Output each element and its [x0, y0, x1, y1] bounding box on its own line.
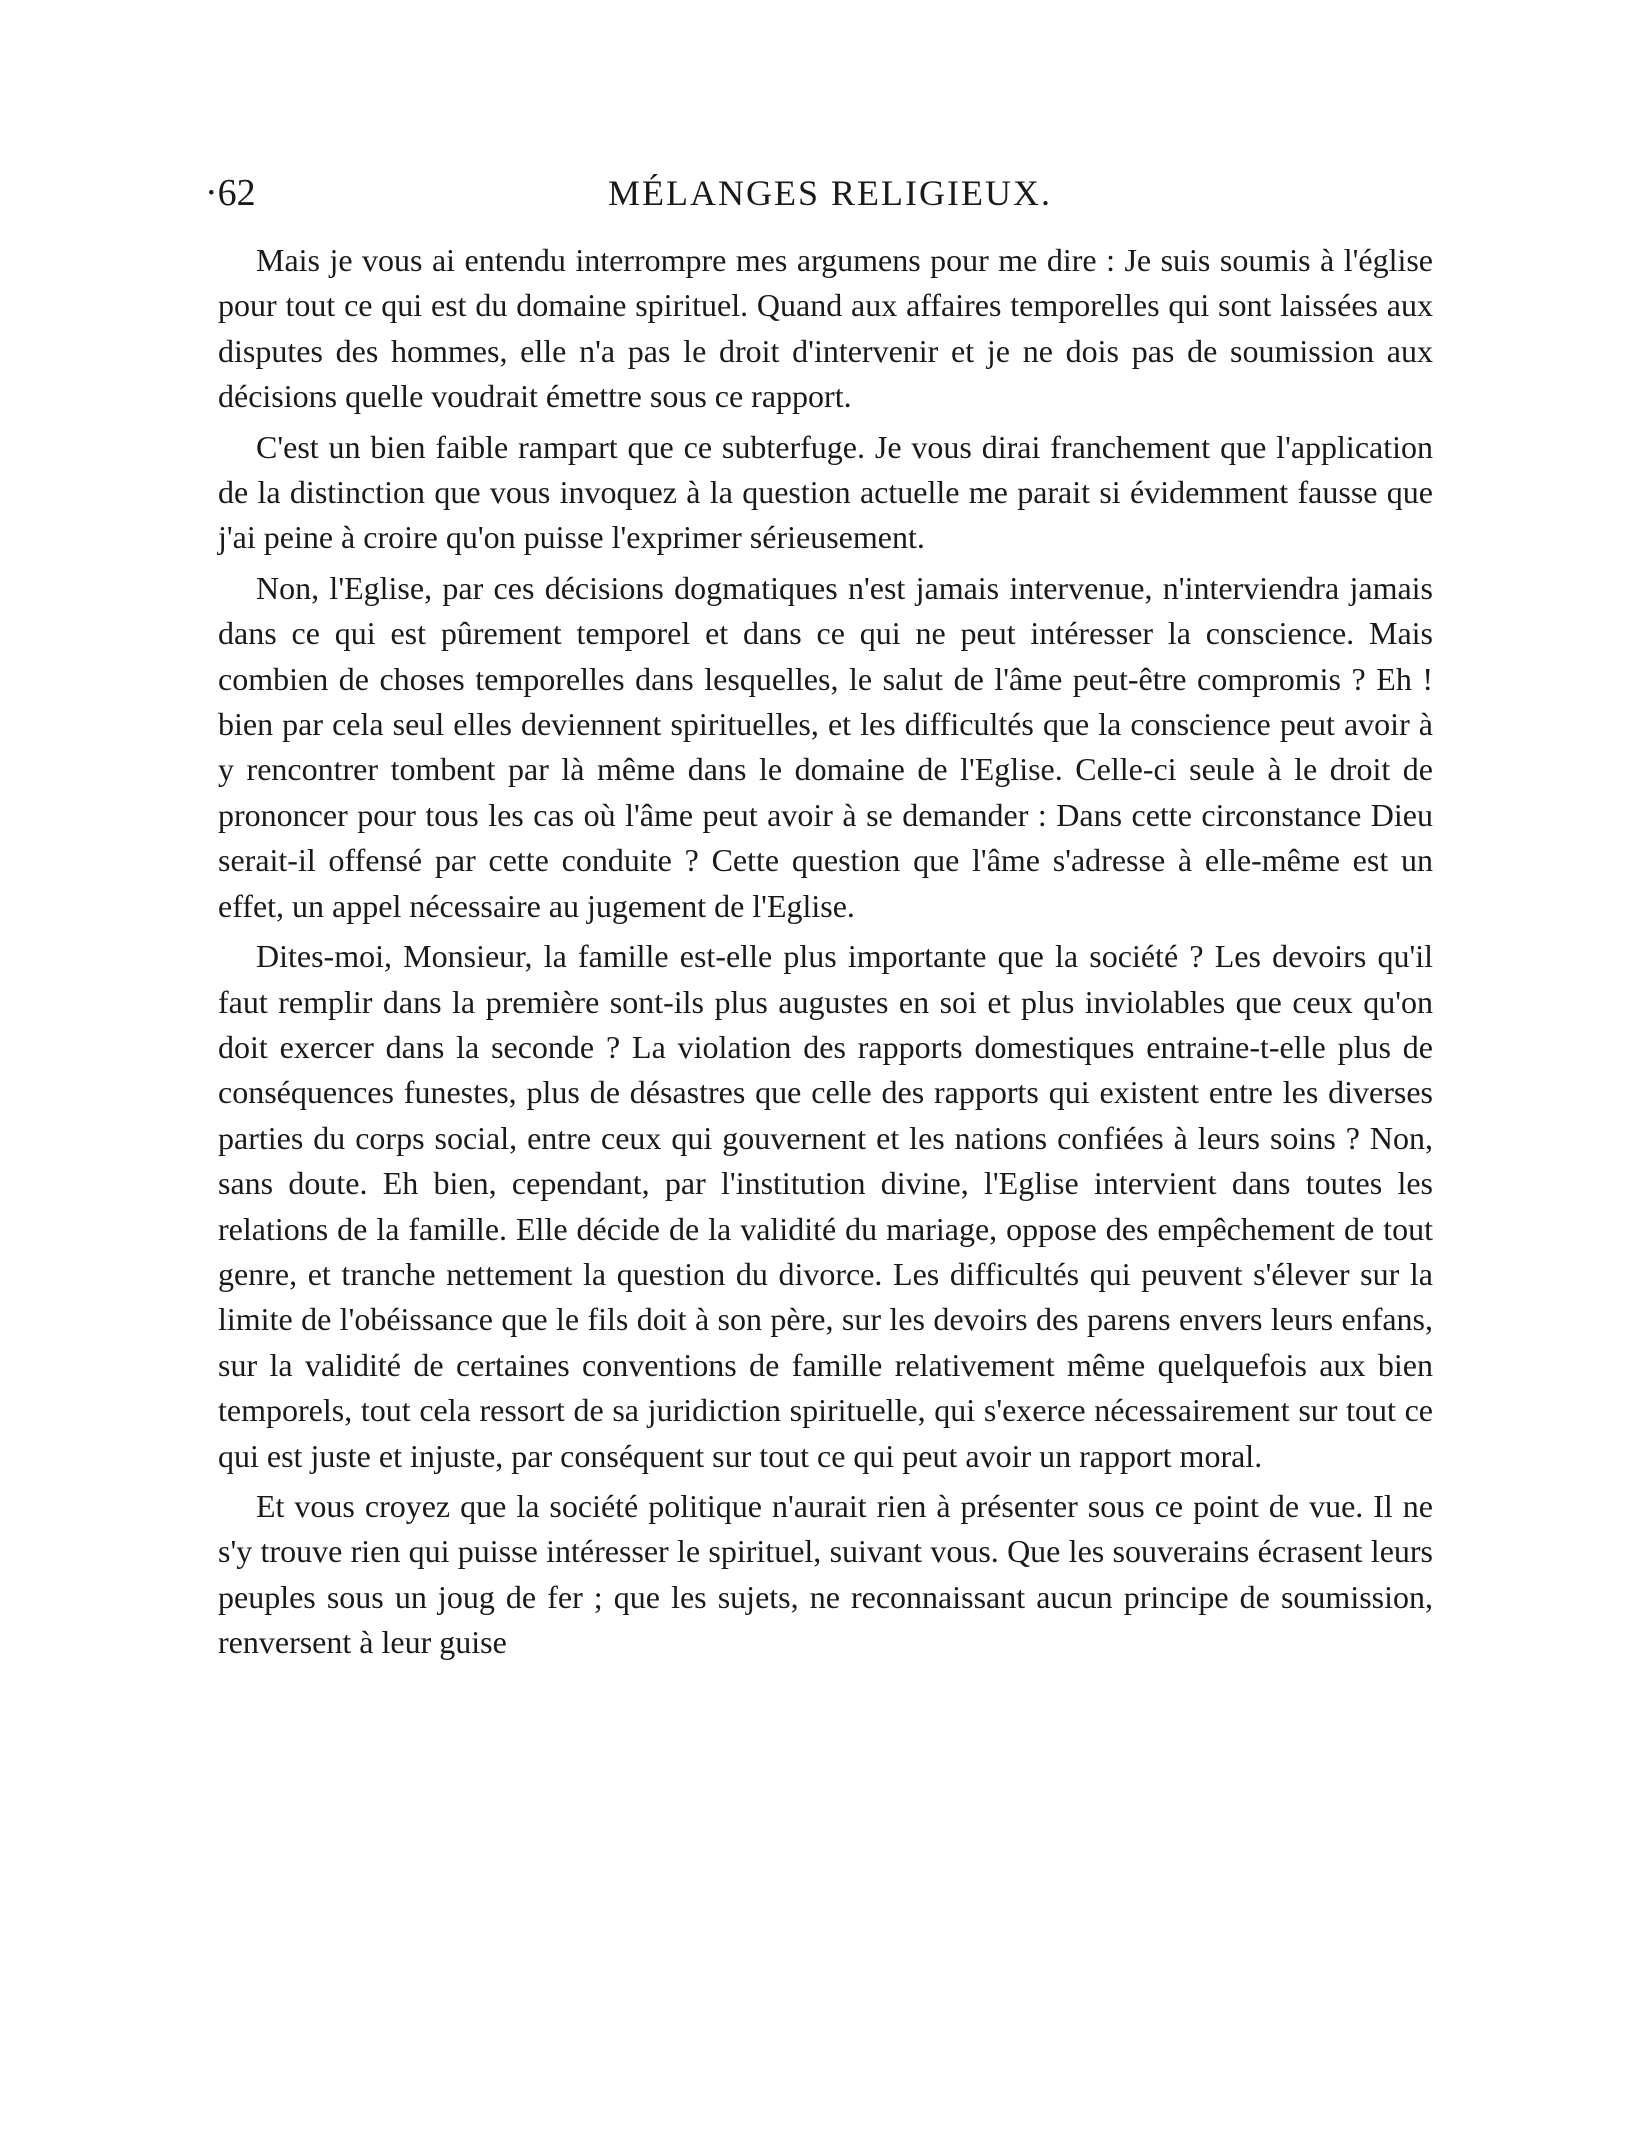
body-text — [218, 238, 1433, 1671]
paragraph: Mais je vous ai entendu interrompre mes argumens pour me dire : Je suis soumis à l'église pour tout ce qui est du domaine spirituel. Quand aux affaires temporelles qui sont laissées aux disputes des hommes, elle n'a pas le droit d'intervenir et je ne dois pas de soumission aux décisions quelle voudrait émettre sous ce rapport. — [218, 242, 1433, 415]
paragraph: Et vous croyez que la société politique n'aurait rien à présenter sous ce point de vue. Il ne s'y trouve rien qui puisse intéresser le spirituel, suivant vous. Que les souverains écrasent leurs peuples sous un joug de fer ; que les sujets, ne reconnaissant aucun principe de soumission, renversent à leur guise — [218, 1487, 1433, 1661]
running-title: MÉLANGES RELIGIEUX. — [608, 173, 1052, 213]
page-number: ·62 — [205, 172, 256, 214]
running-head — [205, 168, 1455, 218]
paragraph: Non, l'Eglise, par ces décisions dogmatiques n'est jamais intervenue, n'interviendra jamais dans ce qui est pûrement temporel et dans ce qui ne peut intéresser la conscience. Mais combien de choses temporelles dans lesquelles, le salut de l'âme peut-être compromis ? Eh ! bien par cela seul elles deviennent spirituelles, et les difficultés que la conscience peut avoir à y rencontrer tombent par là même dans le domaine de l'Eglise. Celle-ci seule à le droit de prononcer pour tous les cas où l'âme peut avoir à se demander : Dans cette circonstance Dieu serait-il offensé par cette conduite ? Cette question que l'âme s'adresse à elle-même est un effet, un appel nécessaire au jugement de l'Eglise. — [218, 569, 1433, 924]
paragraph: C'est un bien faible rampart que ce subterfuge. Je vous dirai franchement que l'application de la distinction que vous invoquez à la question actuelle me parait si évidemment fausse que j'ai peine à croire qu'on puisse l'exprimer sérieusement. — [218, 428, 1433, 556]
paragraph: Dites-moi, Monsieur, la famille est-elle plus importante que la société ? Les devoirs qu'il faut remplir dans la première sont-ils plus augustes en soi et plus inviolables que ceux qu'on doit exercer dans la seconde ? La violation des rapports domestiques entraine-t-elle plus de conséquences funestes, plus de désastres que celle des rapports qui existent entre les diverses parties du corps social, entre ceux qui gouvernent et les nations confiées à leurs soins ? Non, sans doute. Eh bien, cependant, par l'institution divine, l'Eglise intervient dans toutes les relations de la famille. Elle décide de la validité du mariage, oppose des empêchement de tout genre, et tranche nettement la question du divorce. Les difficultés qui peuvent s'élever sur la limite de l'obéissance que le fils doit à son père, sur les devoirs des parens envers leurs enfans, sur la validité de certaines conventions de famille relativement même quelquefois aux bien temporels, tout cela ressort de sa juridiction spirituelle, qui s'exerce nécessairement sur tout ce qui est juste et injuste, par conséquent sur tout ce qui peut avoir un rapport moral. — [218, 938, 1433, 1474]
